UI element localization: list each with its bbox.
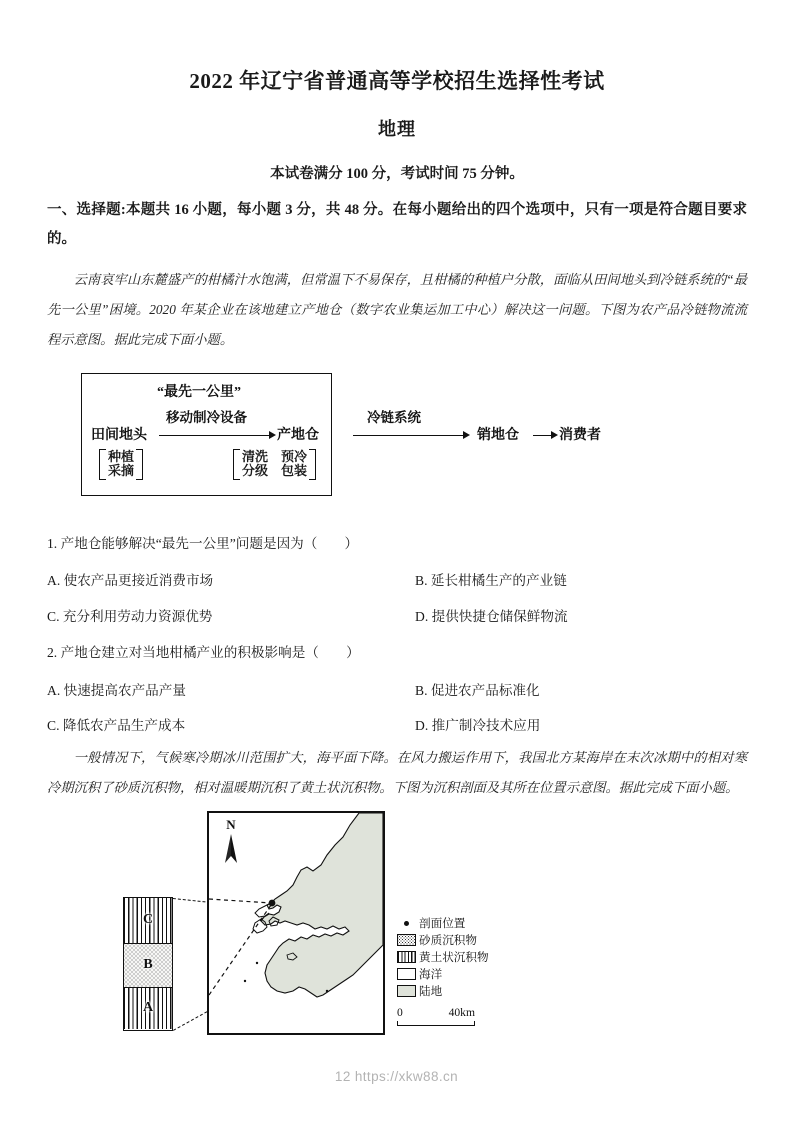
strat-layer-b-label: B xyxy=(143,957,153,973)
question-1-option-d[interactable]: D. 提供快捷仓储保鲜物流 xyxy=(415,609,568,625)
question-1-stem xyxy=(47,533,747,555)
stratigraphic-column xyxy=(123,897,173,1031)
strat-layer-b xyxy=(124,944,172,988)
arrow-field-to-origin-line xyxy=(159,435,271,436)
legend-label-sea: 海洋 xyxy=(419,968,443,982)
strat-layer-c-label: C xyxy=(142,912,154,928)
profile-location-point xyxy=(269,899,276,906)
arrow-origin-to-sales-line xyxy=(353,435,465,436)
scale-max-label: 40km xyxy=(448,1005,475,1019)
figure-sediment-profile-and-location xyxy=(47,809,747,1061)
arrow-field-to-origin-head-icon xyxy=(269,431,276,439)
passage-1: 云南哀牢山东麓盛产的柑橘汁水饱满，但常温下不易保存，且柑橘的种植户分散，面临从田间地头到冷链系统的“最先一公里”困境。2020 年某企业在该地建立产地仓（数字农业集运加工中心）解决这一问题。下图为农产品冷链物流流程示意图。据此完成下面小题。 xyxy=(47,271,747,347)
legend-label-land: 陆地 xyxy=(419,985,443,999)
question-2-option-d[interactable]: D. 推广制冷技术应用 xyxy=(415,718,541,734)
question-1-option-c[interactable]: C. 充分利用劳动力资源优势 xyxy=(47,609,213,625)
field-sub-line-1: 种植 xyxy=(108,448,135,464)
question-2-option-c[interactable]: C. 降低农产品生产成本 xyxy=(47,718,186,734)
legend-swatch-sea-icon xyxy=(397,968,416,980)
bracket-right-bar xyxy=(136,449,143,480)
strat-layer-c xyxy=(124,898,172,944)
question-2-text: 产地仓建立对当地柑橘产业的积极影响是（ ） xyxy=(60,644,360,660)
figure-cold-chain-flow xyxy=(47,369,747,519)
subject-title: 地理 xyxy=(378,119,416,140)
legend-row-profile-location xyxy=(397,915,517,932)
north-arrow-glyph xyxy=(223,834,239,864)
arrow-sales-to-consumer-head-icon xyxy=(551,431,558,439)
legend-row-sandy-sediment xyxy=(397,932,517,949)
question-1-options xyxy=(47,556,747,628)
page-title: 2022 年辽宁省普通高等学校招生选择性考试 xyxy=(189,69,605,93)
label-cold-chain-system: 冷链系统 xyxy=(367,409,421,425)
legend-row-land xyxy=(397,983,517,1000)
legend-label-loess-sediment: 黄土状沉积物 xyxy=(419,951,489,965)
question-2-option-a[interactable]: A. 快速提高农产品产量 xyxy=(47,682,186,698)
arrow-origin-to-sales-head-icon xyxy=(463,431,470,439)
question-2-number: 2. xyxy=(47,644,58,660)
label-origin-warehouse: 产地仓 xyxy=(277,427,319,443)
label-first-mile: “最先一公里” xyxy=(157,384,241,400)
north-arrow-icon xyxy=(223,817,239,864)
map-legend xyxy=(397,915,517,1026)
north-label: N xyxy=(226,816,236,832)
question-1-number: 1. xyxy=(47,535,58,551)
origin-sub-line-1: 清洗 预冷 xyxy=(242,448,308,464)
label-consumer: 消费者 xyxy=(559,427,601,443)
label-mobile-cooling-equipment: 移动制冷设备 xyxy=(166,409,247,425)
strat-layer-a xyxy=(124,988,172,1029)
legend-row-sea xyxy=(397,966,517,983)
page-footer: 12 https://xkw88.cn xyxy=(334,1069,459,1084)
legend-row-loess-sediment xyxy=(397,949,517,966)
map-minor-dot xyxy=(256,962,258,964)
legend-swatch-land-icon xyxy=(397,985,416,997)
page-content xyxy=(47,0,747,1061)
map-minor-dot xyxy=(326,990,328,992)
legend-swatch-profile-point-icon xyxy=(397,917,416,929)
question-2-options xyxy=(47,666,747,738)
exam-meta: 本试卷满分 100 分，考试时间 75 分钟。 xyxy=(270,166,524,183)
label-sales-warehouse: 销地仓 xyxy=(477,427,519,443)
question-2-stem xyxy=(47,642,747,664)
origin-sub-line-2: 分级 包装 xyxy=(242,463,308,479)
legend-label-sandy-sediment: 砂质沉积物 xyxy=(419,934,477,948)
map-minor-dot xyxy=(244,980,246,982)
bracket-left-bar xyxy=(99,449,106,480)
scale-bar-graphic xyxy=(397,1021,475,1026)
strat-layer-a-label: A xyxy=(142,1000,154,1016)
bracket-left-bar xyxy=(233,449,240,480)
bracket-right-bar xyxy=(309,449,316,480)
question-1-option-b[interactable]: B. 延长柑橘生产的产业链 xyxy=(415,573,567,589)
question-2 xyxy=(47,642,747,737)
map-scale-bar xyxy=(397,1007,475,1026)
question-1 xyxy=(47,533,747,628)
label-field: 田间地头 xyxy=(91,427,147,443)
field-sub-line-2: 采摘 xyxy=(108,463,135,479)
question-2-option-b[interactable]: B. 促进农产品标准化 xyxy=(415,682,540,698)
scale-min-label: 0 xyxy=(397,1005,403,1019)
field-subprocess-bracket xyxy=(99,449,143,480)
location-map xyxy=(207,811,385,1035)
question-1-text: 产地仓能够解决“最先一公里”问题是因为（ ） xyxy=(60,535,359,551)
legend-swatch-loess-sediment-icon xyxy=(397,951,416,963)
legend-label-profile-location: 剖面位置 xyxy=(419,917,466,931)
passage-2: 一般情况下，气候寒冷期冰川范围扩大，海平面下降。在风力搬运作用下，我国北方某海岸在末次冰期中的相对寒冷期沉积了砂质沉积物，相对温暖期沉积了黄土状沉积物。下图为沉积剖面及其所在位置示意图。据此完成下面小题。 xyxy=(47,750,747,795)
legend-swatch-sandy-sediment-icon xyxy=(397,934,416,946)
question-1-option-a[interactable]: A. 使农产品更接近消费市场 xyxy=(47,573,214,589)
origin-subprocess-bracket xyxy=(233,449,316,480)
section-instruction: 一、选择题:本题共 16 小题，每小题 3 分，共 48 分。在每小题给出的四个选项中，只有一项是符合题目要求的。 xyxy=(47,202,747,247)
